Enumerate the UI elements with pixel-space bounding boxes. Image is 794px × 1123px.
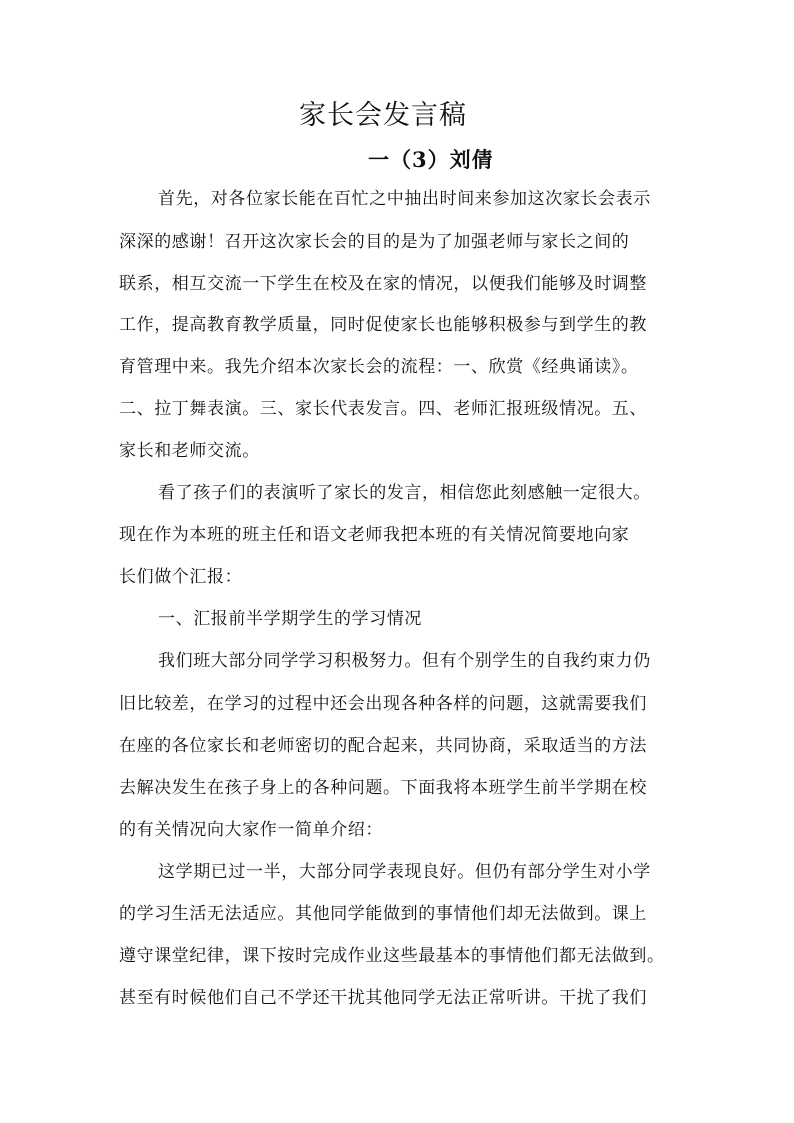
paragraph-line: 遵守课堂纪律，课下按时完成作业这些最基本的事情他们都无法做到。 (119, 946, 665, 966)
paragraph-line: 育管理中来。我先介绍本次家长会的流程：一、欣赏《经典诵读》。 (119, 357, 639, 377)
paragraph-line: 我们班大部分同学学习积极努力。但有个别学生的自我约束力仍 (158, 651, 651, 671)
paragraph-line: 深深的感谢！召开这次家长会的目的是为了加强老师与家长之间的 (119, 232, 630, 252)
paragraph-line: 去解决发生在孩子身上的各种问题。下面我将本班学生前半学期在校 (119, 778, 647, 798)
paragraph-line: 二、拉丁舞表演。三、家长代表发言。四、老师汇报班级情况。五、 (119, 399, 647, 419)
document-subtitle: 一（3）刘倩 (368, 147, 494, 172)
paragraph-line: 的学习生活无法适应。其他同学能做到的事情他们却无法做到。课上 (119, 904, 647, 924)
paragraph-line: 家长和老师交流。 (119, 441, 260, 461)
document-title-text: 家长会发言稿 (299, 100, 467, 131)
paragraph-line: 现在作为本班的班主任和语文老师我把本班的有关情况简要地向家 (119, 525, 630, 545)
paragraph-line: 看了孩子们的表演听了家长的发言，相信您此刻感触一定很大。 (158, 483, 651, 503)
paragraph-line: 的有关情况向大家作一简单介绍： (119, 820, 383, 840)
document-title (0, 98, 794, 134)
paragraph-line: 旧比较差，在学习的过程中还会出现各种各样的问题，这就需要我们 (119, 694, 647, 714)
paragraph-line: 首先，对各位家长能在百忙之中抽出时间来参加这次家长会表示 (158, 189, 651, 209)
section-heading: 一、汇报前半学期学生的学习情况 (158, 609, 422, 629)
paragraph-line: 在座的各位家长和老师密切的配合起来，共同协商，采取适当的方法 (119, 736, 647, 756)
paragraph-line: 甚至有时候他们自己不学还干扰其他同学无法正常听讲。干扰了我们 (119, 988, 647, 1008)
paragraph-line: 这学期已过一半，大部分同学表现良好。但仍有部分学生对小学 (158, 862, 651, 882)
paragraph-line: 长们做个汇报： (119, 567, 243, 587)
paragraph-line: 工作，提高教育教学质量，同时促使家长也能够积极参与到学生的教 (119, 315, 647, 335)
paragraph-line: 联系，相互交流一下学生在校及在家的情况，以便我们能够及时调整 (119, 274, 647, 294)
